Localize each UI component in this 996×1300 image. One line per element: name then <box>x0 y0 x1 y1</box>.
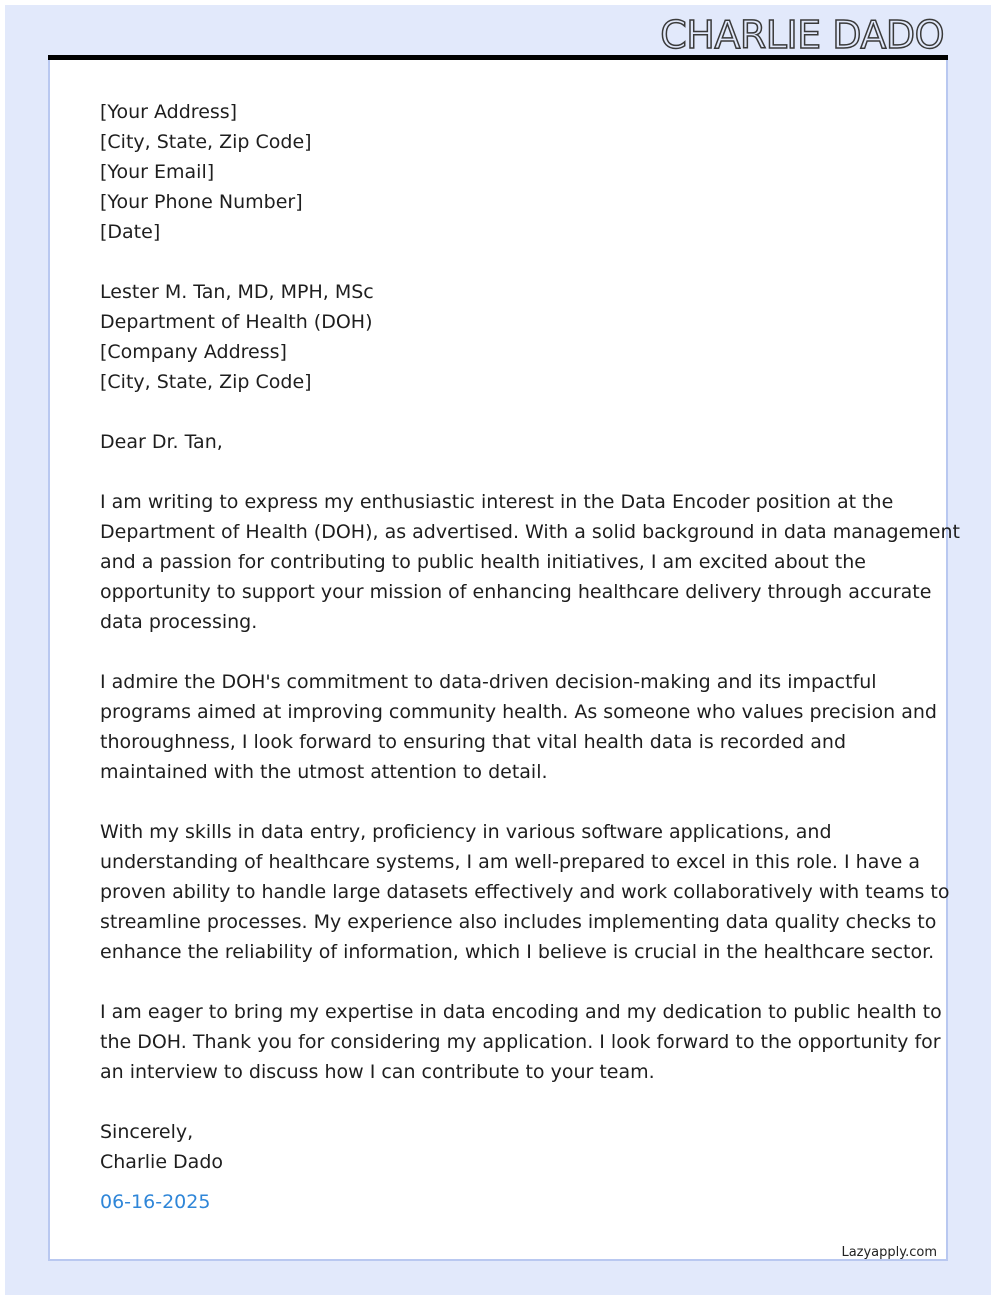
signature-name: Charlie Dado <box>100 1151 224 1173</box>
sender-date: [Date] <box>100 221 161 243</box>
paragraph-line: I admire the DOH's commitment to data-driven decision-making and its impactful <box>100 671 877 693</box>
sender-phone: [Your Phone Number] <box>100 191 303 213</box>
spacer <box>100 397 900 427</box>
spacer <box>100 637 900 667</box>
spacer <box>100 967 900 997</box>
valediction: Sincerely, <box>100 1121 194 1143</box>
letter-body <box>100 97 960 1217</box>
paragraph-line: I am eager to bring my expertise in data encoding and my dedication to public health to <box>100 1001 942 1023</box>
recipient-name: Lester M. Tan, MD, MPH, MSc <box>100 281 374 303</box>
spacer <box>100 787 900 817</box>
paragraph-line: and a passion for contributing to public health initiatives, I am excited about the <box>100 551 866 573</box>
paragraph-line: programs aimed at improving community health. As someone who values precision and <box>100 701 937 723</box>
paragraph-line: Department of Health (DOH), as advertised. With a solid background in data management <box>100 521 960 543</box>
paragraph-line: I am writing to express my enthusiastic interest in the Data Encoder position at the <box>100 491 894 513</box>
paragraph-line: an interview to discuss how I can contribute to your team. <box>100 1061 655 1083</box>
recipient-block <box>100 277 900 397</box>
sender-address: [Your Address] <box>100 101 238 123</box>
signed-date: 06-16-2025 <box>100 1191 211 1213</box>
salutation: Dear Dr. Tan, <box>100 431 223 453</box>
recipient-address: [Company Address] <box>100 341 287 363</box>
spacer <box>100 247 900 277</box>
paragraph-line: the DOH. Thank you for considering my application. I look forward to the opportunity for <box>100 1031 941 1053</box>
header-name: CHARLIE DADO <box>660 13 944 57</box>
paragraph-line: data processing. <box>100 611 258 633</box>
sender-email: [Your Email] <box>100 161 215 183</box>
paragraph-line: thoroughness, I look forward to ensuring that vital health data is recorded and <box>100 731 847 753</box>
paragraph-line: streamline processes. My experience also includes implementing data quality checks to <box>100 911 937 933</box>
paragraph-line: With my skills in data entry, proficiency in various software applications, and <box>100 821 832 843</box>
footer-brand: Lazyapply.com <box>841 1245 937 1260</box>
body-paragraph-3 <box>100 817 950 967</box>
closing-block <box>100 1117 900 1217</box>
paragraph-line: understanding of healthcare systems, I am well-prepared to excel in this role. I have a <box>100 851 920 873</box>
spacer <box>100 1087 900 1117</box>
paragraph-line: proven ability to handle large datasets effectively and work collaboratively with teams to <box>100 881 950 903</box>
sender-block <box>100 97 900 247</box>
recipient-city-state-zip: [City, State, Zip Code] <box>100 371 312 393</box>
body-paragraph-1 <box>100 487 960 637</box>
body-paragraph-4 <box>100 997 942 1087</box>
spacer <box>100 457 900 487</box>
sender-city-state-zip: [City, State, Zip Code] <box>100 131 312 153</box>
paragraph-line: enhance the reliability of information, which I believe is crucial in the healthcare sector. <box>100 941 935 963</box>
body-paragraph-2 <box>100 667 937 787</box>
paragraph-line: maintained with the utmost attention to detail. <box>100 761 548 783</box>
recipient-organization: Department of Health (DOH) <box>100 311 373 333</box>
paragraph-line: opportunity to support your mission of enhancing healthcare delivery through accurate <box>100 581 932 603</box>
